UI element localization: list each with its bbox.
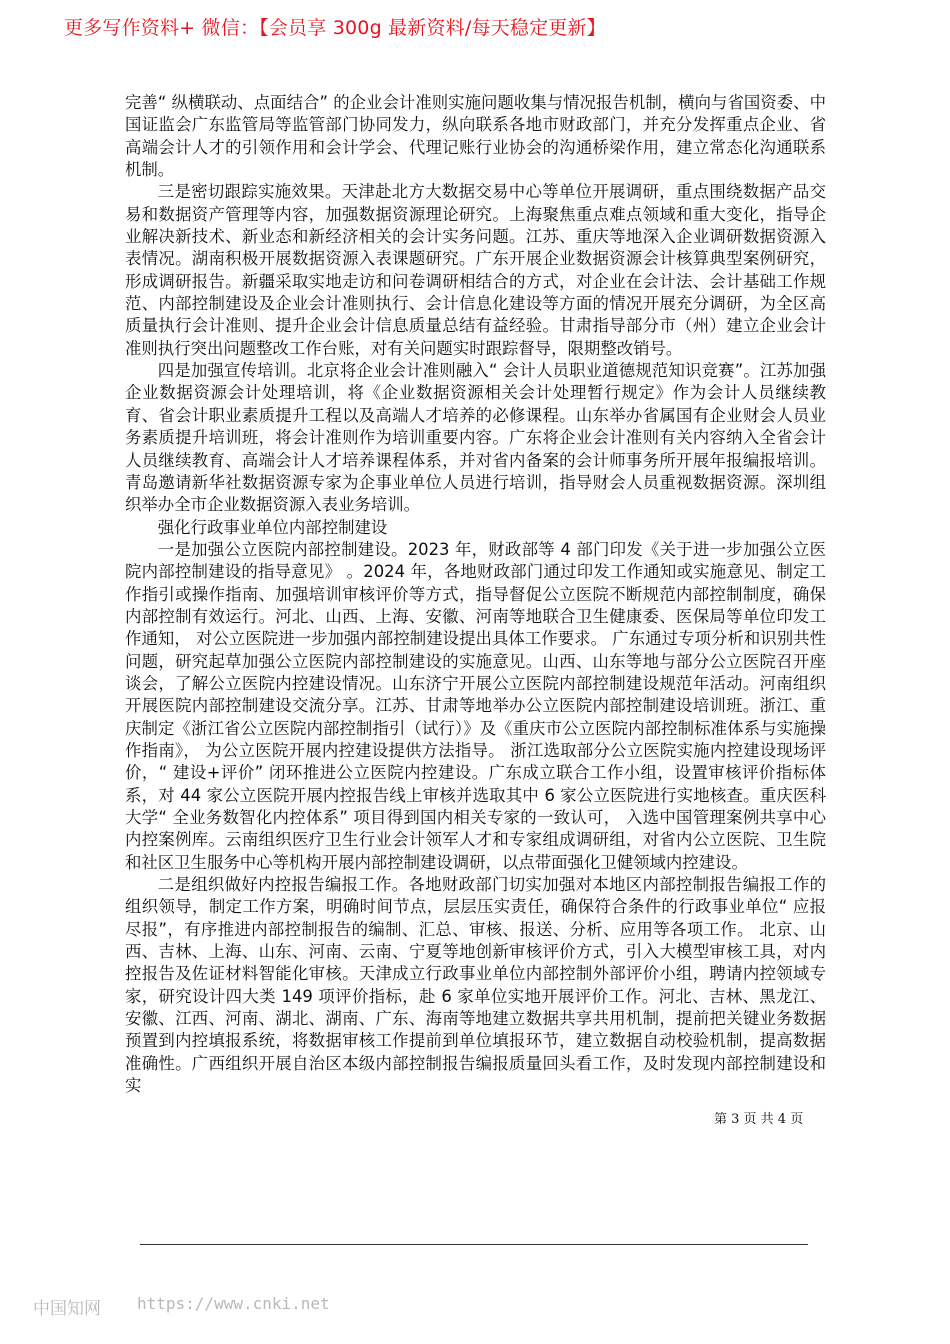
footer-divider xyxy=(140,1244,808,1245)
paragraph: 四是加强宣传培训。北京将企业会计准则融入“ 会计人员职业道德规范知识竞赛”。江苏加强企业数据资源会计处理培训，将《企业数据资源相关会计处理暂行规定》作为会计人员继续教育、省会计职业素质提升工程以及高端人才培养的必修课程。山东举办省属国有企业财会人员业务素质提升培训班，将会计准则作为培训重要内容。广东将企业会计准则有关内容纳入全省会计人员继续教育、高端会计人才培养课程体系，并对省内备案的会计师事务所开展年报编报培训。青岛邀请新华社数据资源专家为企事业单位人员进行培训，指导财会人员重视数据资源。深圳组织举办全市企业数据资源入表业务培训。 xyxy=(125,361,826,515)
watermark-brand: 中国知网 xyxy=(33,1299,101,1319)
promo-banner: 更多写作资料+ 微信：【会员享 300g 最新资料/每天稳定更新】 xyxy=(64,17,606,39)
document-body xyxy=(125,92,826,1097)
paragraph-continued: 完善“ 纵横联动、点面结合” 的企业会计准则实施问题收集与情况报告机制，横向与省国资委、中国证监会广东监管局等监管部门协同发力，纵向联系各地市财政部门，并充分发挥重点企业、省高端会计人才的引领作用和会计学会、代理记账行业协会的沟通桥梁作用，建立常态化沟通联系机制。 xyxy=(125,93,826,180)
section-heading: 强化行政事业单位内部控制建设 xyxy=(157,517,388,537)
paragraph: 二是组织做好内控报告编报工作。各地财政部门切实加强对本地区内部控制报告编报工作的组织领导，制定工作方案，明确时间节点，层层压实责任，确保符合条件的行政事业单位“ 应报尽报”，有序推进内部控制报告的编制、汇总、审核、报送、分析、应用等各项工作。 北京、山西、吉林、上海、山东、河南、云南、宁夏等地创新审核评价方式，引入大模型审核工具，对内控报告及佐证材料智能化审核。天津成立行政事业单位内部控制外部评价小组，聘请内控领域专家，研究设计四大类 149 项评价指标，赴 6 家单位实地开展评价工作。河北、吉林、黑龙江、安徽、江西、河南、湖北、湖南、广东、海南等地建立数据共享共用机制，提前把关键业务数据预置到内控填报系统，将数据审核工作提前到单位填报环节，建立数据自动校验机制，提高数据准确性。广西组织开展自治区本级内部控制报告编报质量回头看工作，及时发现内部控制建设和实 xyxy=(125,875,826,1096)
paragraph: 三是密切跟踪实施效果。天津赴北方大数据交易中心等单位开展调研，重点围绕数据产品交易和数据资产管理等内容，加强数据资源理论研究。上海聚焦重点难点领域和重大变化，指导企业解决新技术、新业态和新经济相关的会计实务问题。江苏、重庆等地深入企业调研数据资源入表情况。湖南积极开展数据资源入表课题研究。广东开展企业数据资源会计核算典型案例研究，形成调研报告。新疆采取实地走访和问卷调研相结合的方式，对企业在会计法、会计基础工作规范、内部控制建设及企业会计准则执行、会计信息化建设等方面的情况开展充分调研，为全区高质量执行会计准则、提升企业会计信息质量总结有益经验。甘肃指导部分市（州）建立企业会计准则执行突出问题整改工作台账，对有关问题实时跟踪督导，限期整改销号。 xyxy=(125,182,826,358)
watermark-url: https://www.cnki.net xyxy=(137,1294,330,1313)
page-number: 第 3 页 共 4 页 xyxy=(714,1112,804,1127)
paragraph: 一是加强公立医院内部控制建设。2023 年，财政部等 4 部门印发《关于进一步加强公立医院内部控制建设的指导意见》 。2024 年，各地财政部门通过印发工作通知或实施意见、制定工作指引或操作指南、加强培训审核评价等方式，指导督促公立医院不断规范内部控制制度，确保内部控制有效运行。河北、山西、上海、安徽、河南等地联合卫生健康委、医保局等单位印发工作通知， 对公立医院进一步加强内部控制建设提出具体工作要求。 广东通过专项分析和识别共性问题，研究起草加强公立医院内部控制建设的实施意见。山西、山东等地与部分公立医院召开座谈会，了解公立医院内控建设情况。山东济宁开展公立医院内部控制建设规范年活动。河南组织开展医院内部控制建设交流分享。江苏、甘肃等地举办公立医院内部控制建设培训班。浙江、重庆制定《浙江省公立医院内部控制指引（试行）》及《重庆市公立医院内部控制标准体系与实施操作指南》， 为公立医院开展内控建设提供方法指导。 浙江选取部分公立医院实施内控建设现场评价，“ 建设+评价” 闭环推进公立医院内控建设。广东成立联合工作小组，设置审核评价指标体系，对 44 家公立医院开展内控报告线上审核并选取其中 6 家公立医院进行实地核查。重庆医科大学“ 全业务数智化内控体系” 项目得到国内相关专家的一致认可， 入选中国管理案例共享中心内控案例库。云南组织医疗卫生行业会计领军人才和专家组成调研组，对省内公立医院、卫生院和社区卫生服务中心等机构开展内部控制建设调研，以点带面强化卫健领域内控建设。 xyxy=(125,539,826,872)
